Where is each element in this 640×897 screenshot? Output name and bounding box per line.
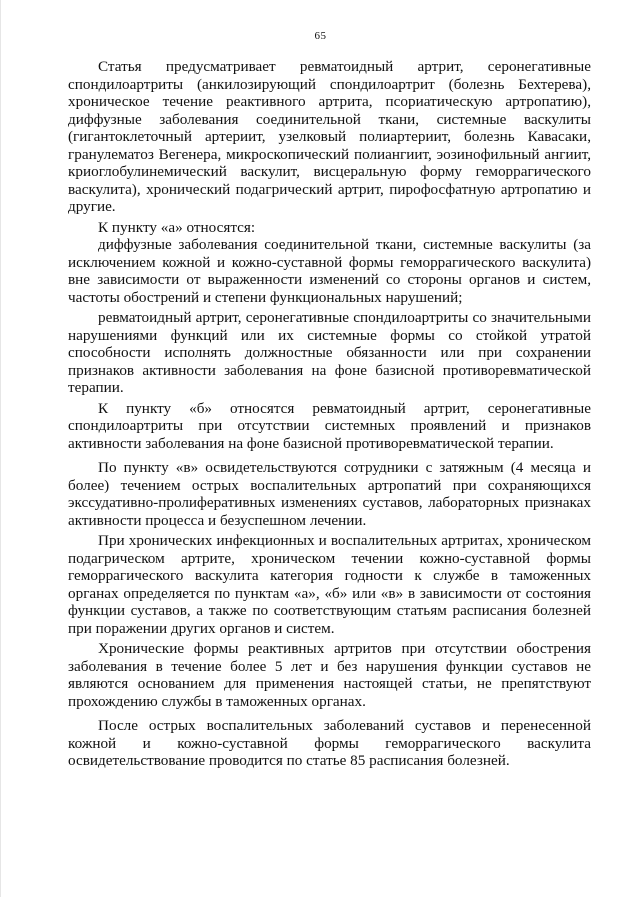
- paragraph-item-a-connective-tissue: диффузные заболевания соединительной ткани, системные васкулиты (за исключением кожной и кожно-суставной формы геморрагического васкулита) вне зависимости от выраженности изменений со стороны органов и систем, частоты обострений и степени функциональных нарушений;: [68, 236, 591, 306]
- paragraph-item-v: По пункту «в» освидетельствуются сотрудники с затяжным (4 месяца и более) течением острых воспалительных артропатий при сохраняющихся экссудативно-пролиферативных изменениях суставов, лабораторных признаках активности процесса и безуспешном лечении.: [68, 459, 591, 529]
- paragraph-item-a-heading: К пункту «а» относятся:: [98, 218, 256, 236]
- paragraph-chronic-arthritis: При хронических инфекционных и воспалительных артритах, хроническом подагрическом артрите, хроническом течении кожно-суставной формы геморрагического васкулита категория годности к службе в таможенных органах определяется по пунктам «а», «б» или «в» в зависимости от состояния функции суставов, а также по соответствующим статьям расписания болезней при поражении других органов и систем.: [68, 532, 591, 637]
- paragraph-article-scope: Статья предусматривает ревматоидный артрит, серонегативные спондилоартриты (анкилозирующий спондилоартрит (болезнь Бехтерева), хроническое течение реактивного артрита, псориатическую артропатию), диффузные заболевания соединительной ткани, системные васкулиты (гигантоклеточный артериит, узелковый полиартериит, болезнь Кавасаки, гранулематоз Вегенера, микроскопический полиангиит, эозинофильный ангиит, криоглобулинемический васкулит, висцеральную форму геморрагического васкулита), хронический подагрический артрит, пирофосфатную артропатию и другие.: [68, 58, 591, 215]
- paragraph-item-a-rheumatoid: ревматоидный артрит, серонегативные спондилоартриты со значительными нарушениями функций или их системные формы со стойкой утратой способности исполнять должностные обязанности или при сохранении признаков активности заболевания на фоне базисной противоревматической терапии.: [68, 309, 591, 396]
- document-body: [68, 58, 591, 770]
- page-number: 65: [314, 30, 327, 42]
- paragraph-item-b: К пункту «б» относятся ревматоидный артрит, серонегативные спондилоартриты при отсутствии системных проявлений и признаков активности заболевания на фоне базисной противоревматической терапии.: [68, 399, 591, 452]
- paragraph-acute-inflammation: После острых воспалительных заболеваний суставов и перенесенной кожной и кожно-суставной формы геморрагического васкулита освидетельствование проводится по статье 85 расписания болезней.: [68, 717, 591, 769]
- paragraph-reactive-arthritis: Хронические формы реактивных артритов при отсутствии обострения заболевания в течение более 5 лет и без нарушения функции суставов не являются основанием для применения настоящей статьи, не препятствуют прохождению службы в таможенных органах.: [68, 640, 591, 710]
